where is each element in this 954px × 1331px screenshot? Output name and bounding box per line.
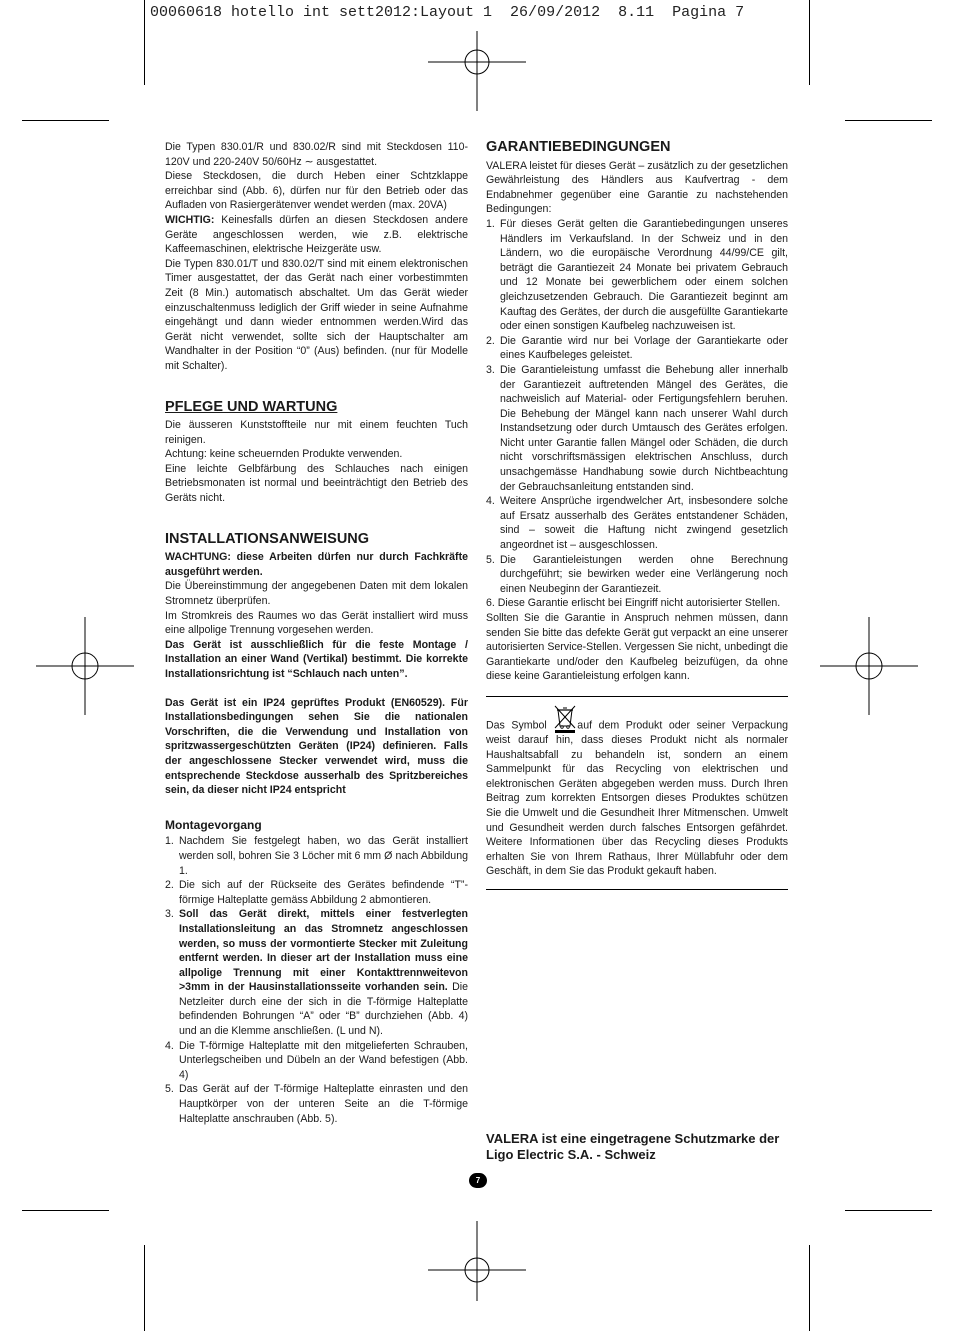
care-heading: PFLEGE UND WARTUNG xyxy=(165,398,338,415)
list-item: 4. Weitere Ansprüche irgendwelcher Art, insbesondere solche auf Ersatz ausserhalb des Gerätes entstandener Schäden, sind – soweit die Haftung nicht zwingend gesetzlich angeordnet ist – ausgeschlossen. xyxy=(486,495,788,552)
registration-mark-top-icon xyxy=(428,13,526,111)
right-column xyxy=(486,140,788,890)
page-number-badge: 7 xyxy=(469,1173,487,1188)
brand-line-2: Ligo Electric S.A. - Schweiz xyxy=(486,1146,656,1162)
list-item: 1. Für dieses Gerät gelten die Garantiebedingungen unseres Händlers im Verkaufsland. In der Schweiz und in den Ländern, wo die europäische Verordnung 44/99/CE gilt, beträgt die Garantiezeit 24 Monate bei privatem Gebrauch und 12 Monate bei gewerblichem oder einem solchen gleichzusetzenden Gebrauch. Die Garantiezeit beginnt am Kauftag des Gerätes, der durch die ausgefüllte Garantiekarte oder einen sonstigen Kaufbeleg nachzuweisen ist. xyxy=(486,217,788,333)
list-item: 1. Nachdem Sie festgelegt haben, wo das Gerät installiert werden soll, bohren Sie 3 Löcher mit 6 mm Ø nach Abbildung 1. xyxy=(165,835,468,877)
intro-outlets: Die Typen 830.01/R und 830.02/R sind mit Steckdosen 110-120V und 220-240V 50/60Hz ∼ ausgestattet. xyxy=(165,141,468,168)
registration-mark-right-icon xyxy=(820,617,918,715)
install-heading: INSTALLATIONSANWEISUNG xyxy=(165,530,370,547)
divider xyxy=(486,889,788,890)
crop-mark-top-left-v xyxy=(144,0,145,85)
warranty-closing: Sollten Sie die Garantie in Anspruch nehmen müssen, dann senden Sie bitte das defekte Gerät gut verpackt an eine unserer autorisierten Service-Stellen. Vergessen Sie nicht, unbedingt die Garantiekarte und/oder den Kaufbeleg beizufügen, da ohne diese keine Garantieleistung erfolgen kann. xyxy=(486,612,788,683)
list-item: 3. Soll das Gerät direkt, mittels einer festverlegten Installationsleitung an das Stromnetz angeschlossen werden, so muss der vormontierte Stecker mit Zuleitung entfernt werden. In dieser art der Installation muss eine allpolige Trennung mit einer Kontakttrennweitevon >3mm in der Hausinstallationsseite vorhanden sein. Die Netzleiter durch eine der sich in die T-förmige Halteplatte befindenden Bohrungen “A” oder “B” durchziehen (Abb. 4) und an die Klemme anschließen. (L und N). xyxy=(165,908,468,1038)
timer-paragraph: Die Typen 830.01/T und 830.02/T sind mit einem elektronischen Timer ausgestattet, der das Gerät nach einer vorbestimmten Zeit (8 Min.) automatisch abschaltet. Um das Gerät wieder einzuschaltenmuss lediglich der Griff wieder in seine Aufnahme eingehängt und dann wieder entnommen werden.Wird das Gerät nicht verwendet, sollte sich der Hauptschalter am Wandhalter in der Position “0” (Aus) befinden. (nur für Modelle mit Schalter). xyxy=(165,257,468,372)
crop-mark-bottom-right-v xyxy=(809,1245,810,1331)
crop-mark-bottom-left-v xyxy=(144,1245,145,1331)
brand-notice xyxy=(486,1131,796,1162)
important-warning xyxy=(165,213,468,257)
warranty-item-6: 6. Diese Garantie erlischt bei Eingriff nicht autorisierter Stellen. xyxy=(486,597,781,610)
warranty-intro: VALERA leistet für dieses Gerät – zusätzlich zu der gesetzlichen Gewährleistung des Händlers aus Kaufvertrag - dem Endabnehmer gegenüber eine Garantie zu nachstehenden Bedingungen: xyxy=(486,159,788,216)
crop-mark-top-left-h xyxy=(22,120,109,121)
install-p3: Das Gerät ist ausschließlich für die feste Montage / Installation an einer Wand (Vertikal) bestimmt. Die korrekte Installationsrichtung ist “Schlauch nach unten”. xyxy=(165,638,468,680)
crop-mark-bottom-left-h xyxy=(22,1210,109,1211)
install-p2: Im Stromkreis des Raumes wo das Gerät installiert wird muss eine allpolige Trennung vorgesehen werden. xyxy=(165,609,468,637)
list-item: 3. Die Garantieleistung umfasst die Behebung aller innerhalb der Garantiezeit auftretenden Mängel des Gerätes, die nachweislich auf Material- oder Fertigungsfehlern beruhen. Die Behebung der Mängel kann nach unserer Wahl durch Instandsetzung oder durch Umtausch des Gerätes erfolgen. Nicht unter Garantie fallen Mängel oder Schäden, die durch nicht vorschriftsmässigen elektrischen Anschluss, durch unsachgemässe Handhabung sowie durch Nichtbeachtung der Gebrauchsanleitung entstanden sind. xyxy=(486,363,788,493)
important-label: WICHTIG: xyxy=(165,213,215,226)
care-p3: Eine leichte Gelbfärbung des Schlauches nach einigen Betriebsmonaten ist normal und beeinträchtigt den Betrieb des Geräts nicht. xyxy=(165,462,468,505)
weee-bin-icon xyxy=(553,705,577,733)
registration-mark-left-icon xyxy=(36,617,134,715)
list-item: 2. Die sich auf der Rückseite des Gerätes befindende “T”-förmige Halteplatte gemäss Abbildung 2 abmontieren. xyxy=(165,879,468,906)
list-item: 2. Die Garantie wird nur bei Vorlage der Garantiekarte oder eines Kaufbeleges geleistet. xyxy=(486,334,788,362)
list-item: 5. Das Gerät auf der T-förmige Halteplatte einrasten und den Hauptkörper von der unteren Seite an die T-förmige Halteplatte anschrauben (Abb. 5). xyxy=(165,1083,468,1125)
list-item: 5. Die Garantieleistungen werden ohne Berechnung durchgeführt; sie bewirken weder eine Verlängerung noch einen Neubeginn der Garantiezeit. xyxy=(486,553,788,595)
mount-heading: Montagevorgang xyxy=(165,817,262,832)
care-p1: Die äusseren Kunststoffteile nur mit einem feuchten Tuch reinigen. xyxy=(165,419,468,446)
install-p1: Die Übereinstimmung der angegebenen Daten mit dem lokalen Stromnetz überprüfen. xyxy=(165,580,468,608)
brand-line-1: VALERA ist eine eingetragene Schutzmarke der xyxy=(486,1131,780,1146)
mount-steps xyxy=(165,834,468,1126)
crop-mark-top-right-h xyxy=(845,120,932,121)
intro-razor-outlets: Diese Steckdosen, die durch Heben einer Schtzklappe erreichbar sind (Abb. 6), dürfen nur für den Betrieb oder das Aufladen von Rasiergerätenver wendet werden (max. 20VA) xyxy=(165,170,468,212)
left-column xyxy=(165,140,468,1126)
install-warning: WACHTUNG: diese Arbeiten dürfen nur durch Fachkräfte ausgeführt werden. xyxy=(165,551,468,578)
print-slug: 00060618 hotello int sett2012:Layout 1 26/09/2012 8.11 Pagina 7 xyxy=(150,4,745,21)
warranty-list xyxy=(486,217,788,596)
warranty-heading: GARANTIEBEDINGUNGEN xyxy=(486,139,671,155)
recycling-paragraph: Das Symbol auf dem Produkt oder seiner Verpackung weist darauf hin, dass dieses Produkt nicht als normaler Haushaltsabfall zu behandeln ist, sondern an einem Sammelpunkt für das Recycling von elektrischen und elektronischen Geräten abgegeben werden muss. Durch Ihren Beitrag zum korrekten Entsorgen dieses Produktes schützen Sie die Umwelt und die Gesundheit Ihrer Mitmenschen. Umwelt und Gesundheit werden durch falsches Entsorgen gefährdet. Weitere Informationen über das Recycling dieses Produkts erhalten Sie von Ihrem Rathaus, Ihrer Müllabfuhr oder dem Geschäft, in dem Sie das Produkt gekauft haben. xyxy=(486,705,788,879)
crop-mark-bottom-right-h xyxy=(845,1210,932,1211)
registration-mark-bottom-icon xyxy=(428,1221,526,1319)
list-item: 4. Die T-förmige Halteplatte mit den mitgelieferten Schrauben, Unterlegscheiben und Dübeln an der Wand befestigen (Abb. 4) xyxy=(165,1039,468,1081)
care-p2: Achtung: keine scheuernden Produkte verwenden. xyxy=(165,448,403,461)
install-p4: Das Gerät ist ein IP24 geprüftes Produkt (EN60529). Für Installationsbedingungen sehen Sie die nationalen Vorschriften, die die Verwendung und Installation von spritzwassergeschützten Geräten (IP24) definieren. Falls der angeschlossene Stecker verwendet wird, muss die entsprechende Steckdose ausserhalb des Spritzbereiches sein, da dieser nicht IP24 entspricht xyxy=(165,696,468,797)
important-text: Keinesfalls dürfen an diesen Steckdosen andere Geräte angeschlossen werden, wie z.B. elektrische Kaffeemaschinen, elektrische Heizgeräte usw. xyxy=(165,213,468,256)
crop-mark-top-right-v xyxy=(809,0,810,85)
